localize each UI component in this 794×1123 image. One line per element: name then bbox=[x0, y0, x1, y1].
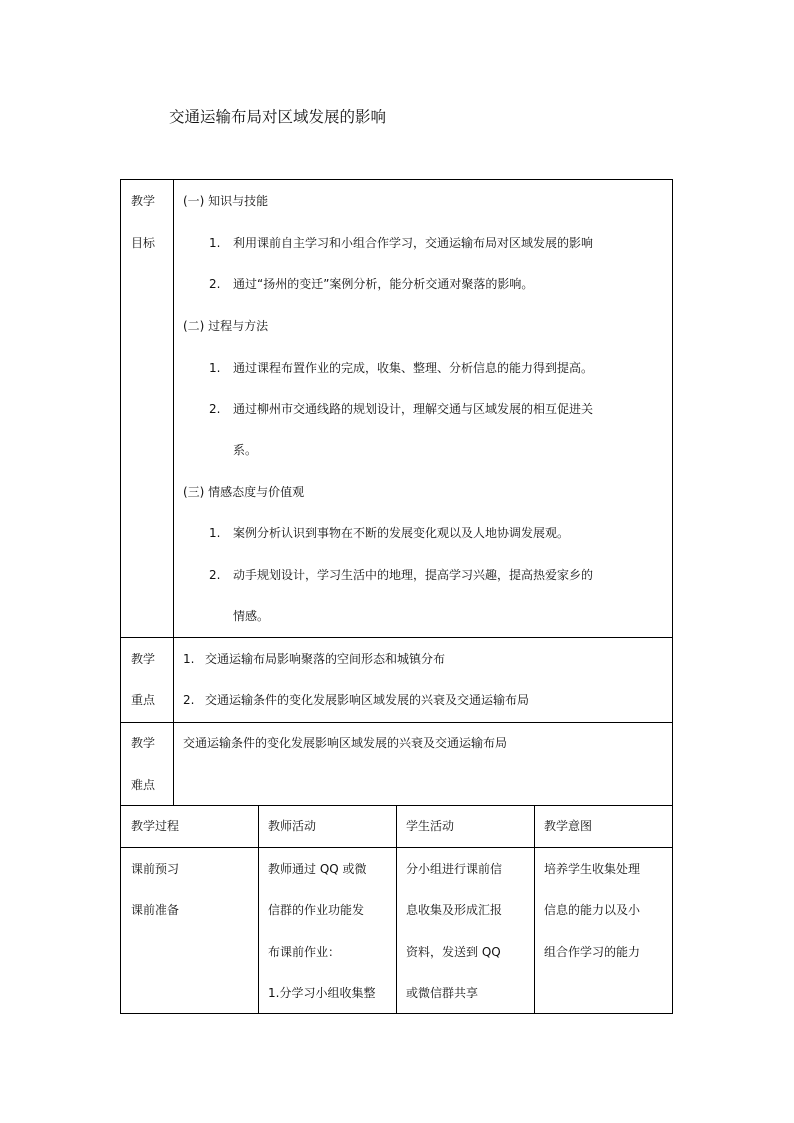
column-divider bbox=[396, 805, 397, 1013]
column-divider bbox=[534, 805, 535, 1013]
difficulties-label-line1: 教学 bbox=[131, 736, 156, 750]
process-cell-line: 课前准备 bbox=[131, 903, 180, 917]
intent-cell-line: 信息的能力以及小 bbox=[544, 903, 641, 917]
objective-item: 通过课程布置作业的完成，收集、整理、分析信息的能力得到提高。 bbox=[233, 361, 594, 375]
key-points-label-line1: 教学 bbox=[131, 652, 156, 666]
item-number: 2. bbox=[209, 568, 221, 582]
objective-item: 动手规划设计，学习生活中的地理，提高学习兴趣，提高热爱家乡的 bbox=[233, 568, 594, 582]
intent-cell-line: 培养学生收集处理 bbox=[544, 862, 641, 876]
header-teacher-activity: 教师活动 bbox=[268, 819, 317, 833]
objective-item: 通过“扬州的变迁”案例分析，能分析交通对聚落的影响。 bbox=[233, 277, 534, 291]
label-column-divider bbox=[173, 180, 174, 805]
item-number: 1. bbox=[183, 652, 195, 666]
objectives-label-line1: 教学 bbox=[131, 194, 156, 208]
objective-item-continuation: 情感。 bbox=[233, 609, 270, 623]
process-cell-line: 课前预习 bbox=[131, 862, 180, 876]
header-student-activity: 学生活动 bbox=[406, 819, 455, 833]
objective-item: 案例分析认识到事物在不断的发展变化观以及人地协调发展观。 bbox=[233, 526, 570, 540]
teacher-cell-line: 布课前作业： bbox=[268, 945, 341, 959]
item-number: 2. bbox=[183, 693, 195, 707]
header-process: 教学过程 bbox=[131, 819, 180, 833]
item-number: 1. bbox=[209, 361, 221, 375]
key-point-item: 交通运输布局影响聚落的空间形态和城镇分布 bbox=[205, 652, 446, 666]
section-heading-process: (二) 过程与方法 bbox=[183, 319, 269, 333]
item-number: 2. bbox=[209, 277, 221, 291]
objective-item: 通过柳州市交通线路的规划设计，理解交通与区域发展的相互促进关 bbox=[233, 402, 594, 416]
header-intent: 教学意图 bbox=[544, 819, 593, 833]
intent-cell-line: 组合作学习的能力 bbox=[544, 945, 641, 959]
row-divider bbox=[121, 722, 672, 723]
row-divider bbox=[121, 637, 672, 638]
objective-item-continuation: 系。 bbox=[233, 443, 258, 457]
difficulty-text: 交通运输条件的变化发展影响区域发展的兴衰及交通运输布局 bbox=[183, 736, 508, 750]
student-cell-line: 或微信群共享 bbox=[406, 986, 479, 1000]
item-number: 1. bbox=[209, 236, 221, 250]
column-divider bbox=[258, 805, 259, 1013]
item-number: 1. bbox=[209, 526, 221, 540]
item-number: 2. bbox=[209, 402, 221, 416]
teacher-cell-line: 1.分学习小组收集整 bbox=[268, 986, 376, 1000]
teacher-cell-line: 信群的作业功能发 bbox=[268, 903, 365, 917]
key-points-label-line2: 重点 bbox=[131, 693, 156, 707]
section-heading-knowledge: (一) 知识与技能 bbox=[183, 194, 269, 208]
objectives-label-line2: 目标 bbox=[131, 236, 156, 250]
student-cell-line: 资料，发送到 QQ bbox=[406, 945, 501, 959]
objective-item: 利用课前自主学习和小组合作学习，交通运输布局对区域发展的影响 bbox=[233, 236, 594, 250]
section-heading-attitude: (三) 情感态度与价值观 bbox=[183, 485, 305, 499]
student-cell-line: 分小组进行课前信 bbox=[406, 862, 503, 876]
document-title: 交通运输布局对区域发展的影响 bbox=[169, 108, 387, 126]
teacher-cell-line: 教师通过 QQ 或微 bbox=[268, 862, 367, 876]
student-cell-line: 息收集及形成汇报 bbox=[406, 903, 503, 917]
difficulties-label-line2: 难点 bbox=[131, 778, 156, 792]
lesson-plan-table bbox=[120, 179, 673, 1014]
key-point-item: 交通运输条件的变化发展影响区域发展的兴衰及交通运输布局 bbox=[205, 693, 530, 707]
